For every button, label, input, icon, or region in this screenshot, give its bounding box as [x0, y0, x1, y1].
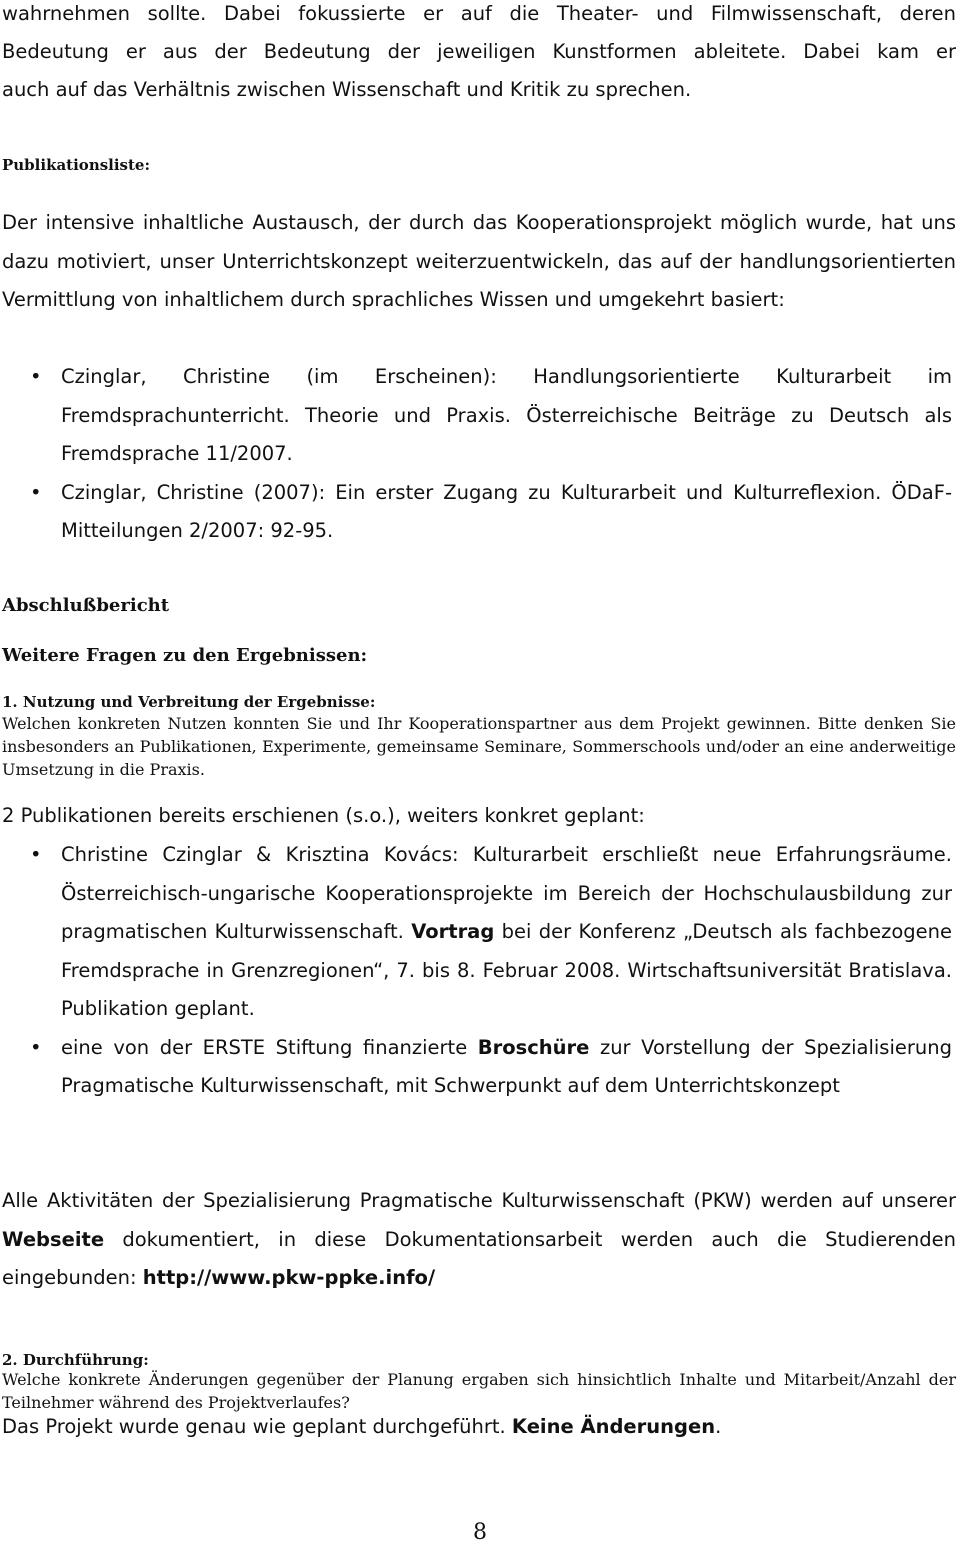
answer-1-intro: 2 Publikationen bereits erschienen (s.o.), weiters konkret geplant: — [2, 804, 645, 827]
list-item-text: Christine Czinglar & Krisztina Kovács: Kulturarbeit erschließt neue Erfahrungsräume. Österreichisch-ungarische Kooperationsprojekte im Bereich der Hochschulausbildung zur pragmatischen Kulturwissenschaft. — [61, 843, 952, 943]
list-item-text: bei der Konferenz „Deutsch als fachbezogene Fremdsprache in Grenzregionen“, 7. bis 8. Februar 2008. Wirtschaftsuniversität Bratislava. Publikation geplant. — [61, 920, 952, 1020]
question-2-heading: 2. Durchführung: — [2, 1351, 149, 1369]
website-text: Alle Aktivitäten der Spezialisierung Pragmatische Kulturwissenschaft (PKW) werden auf unserer — [2, 1189, 956, 1212]
list-item — [0, 836, 956, 1029]
website-link[interactable]: http://www.pkw-ppke.info/ — [142, 1266, 436, 1289]
answer-2-text: . — [715, 1415, 722, 1438]
intro-line-3: auch auf das Verhältnis zwischen Wissenschaft und Kritik zu sprechen. — [2, 78, 692, 101]
list-item-bold: Broschüre — [477, 1035, 590, 1059]
intro-line-2: Bedeutung er aus der Bedeutung der jeweiligen Kunstformen ableitete. Dabei kam er — [2, 40, 956, 63]
report-subheading: Weitere Fragen zu den Ergebnissen: — [2, 645, 368, 666]
intro-line-1: wahrnehmen sollte. Dabei fokussierte er auf die Theater- und Filmwissenschaft, deren — [2, 2, 956, 25]
list-item-text: eine von der ERSTE Stiftung finanzierte — [61, 1035, 478, 1059]
publications-list — [0, 358, 956, 551]
planned-publications-list — [0, 836, 956, 1106]
answer-2-text: Das Projekt wurde genau wie geplant durchgeführt. — [2, 1415, 512, 1438]
question-1-heading: 1. Nutzung und Verbreitung der Ergebnisse: — [2, 693, 376, 711]
list-item — [0, 1029, 956, 1106]
website-text: dokumentiert, in diese Dokumentationsarbeit werden auch die Studierenden eingebunden: — [2, 1227, 956, 1289]
list-item: • Czinglar, Christine (im Erscheinen): Handlungsorientierte Kulturarbeit im Fremdsprachunterricht. Theorie und Praxis. Österreichische Beiträge zu Deutsch als Fremdsprache 11/2007. — [0, 358, 956, 474]
website-label: Webseite — [2, 1227, 105, 1251]
publications-intro: Der intensive inhaltliche Austausch, der durch das Kooperationsprojekt möglich wurde, hat uns dazu motiviert, unser Unterrichtskonzept weiterzuentwickeln, das auf der handlungsorientierten Vermittlung von inhaltlichem durch sprachliches Wissen und umgekehrt basiert: — [2, 211, 956, 311]
report-heading: Abschlußbericht — [2, 595, 170, 616]
list-item: • Czinglar, Christine (2007): Ein erster Zugang zu Kulturarbeit und Kulturreflexion. ÖDaF-Mitteilungen 2/2007: 92-95. — [0, 474, 956, 551]
answer-2 — [2, 1408, 958, 1446]
list-item-bold: Vortrag — [411, 920, 495, 943]
list-item-text: zur Vorstellung der Spezialisierung Pragmatische Kulturwissenschaft, mit Schwerpunkt auf dem Unterrichtskonzept — [61, 1035, 952, 1097]
website-paragraph — [2, 1182, 956, 1298]
question-2-text: Welche konkrete Änderungen gegenüber der Planung ergaben sich hinsichtlich Inhalte und Mitarbeit/Anzahl der Teilnehmer während des Projektverlaufes? — [2, 1370, 956, 1412]
question-1-text: Welchen konkreten Nutzen konnten Sie und Ihr Kooperationspartner aus dem Projekt gewinnen. Bitte denken Sie insbesonders an Publikationen, Experimente, gemeinsame Seminare, Sommerschools und/oder an eine anderweitige Umsetzung in die Praxis. — [2, 714, 956, 779]
page-number: 8 — [473, 1520, 487, 1545]
publications-heading: Publikationsliste: — [2, 156, 151, 174]
answer-2-bold: Keine Änderungen — [511, 1415, 716, 1438]
